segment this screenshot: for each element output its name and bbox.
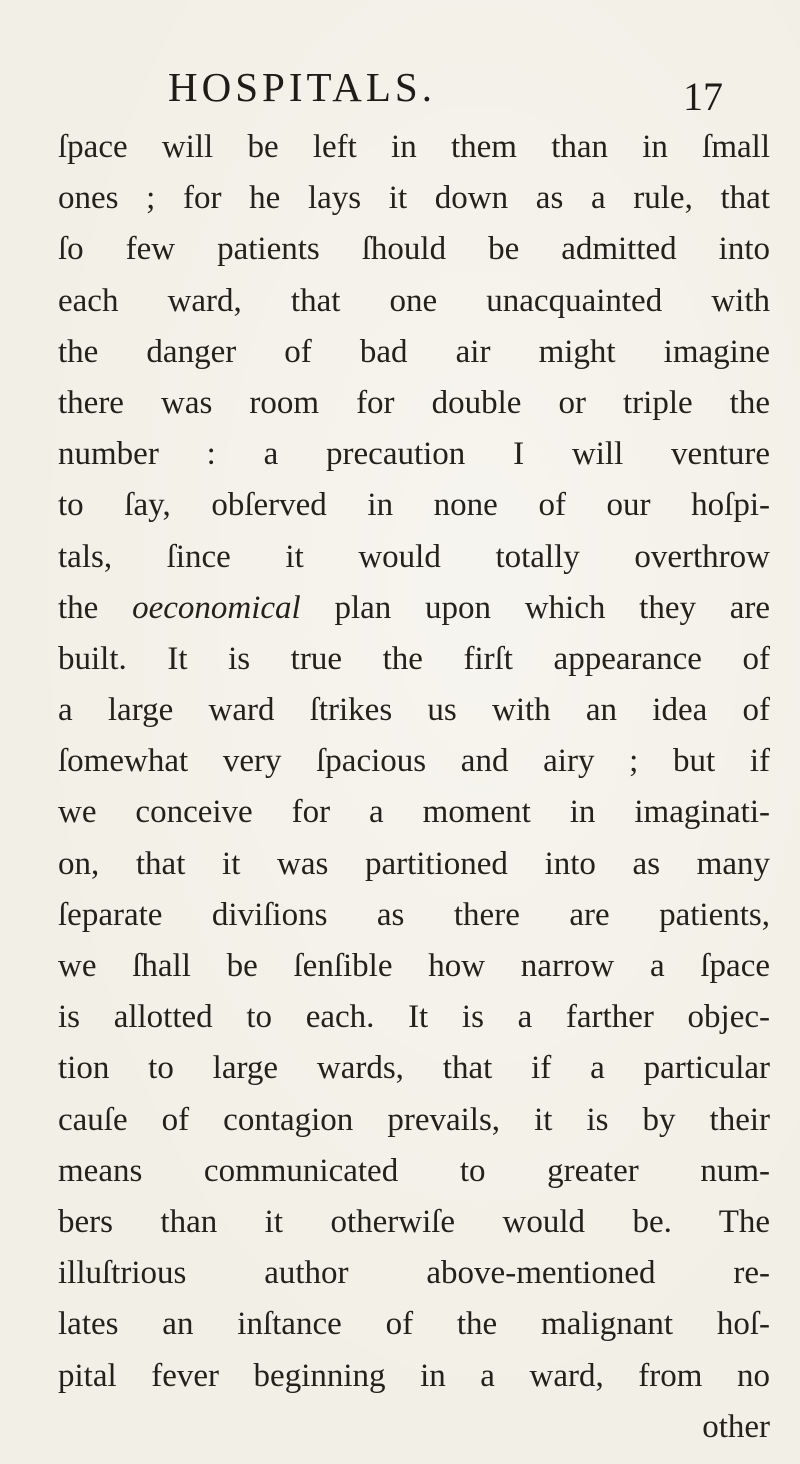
text-line: built. It is true the firſt appearance of	[58, 640, 770, 677]
text-line: ſeparate diviſions as there are patients,	[58, 896, 770, 933]
text-line: a large ward ſtrikes us with an idea of	[58, 692, 770, 729]
text-line: we ſhall be ſenſible how narrow a ſpace	[58, 948, 770, 984]
text-line: the danger of bad air might imagine	[58, 333, 770, 370]
text-line: ones ; for he lays it down as a rule, that	[58, 180, 770, 217]
text-line: each ward, that one unacquainted with	[58, 282, 770, 319]
text-line: pital fever beginning in a ward, from no	[58, 1357, 770, 1394]
text-line: tals, ſince it would totally overthrow	[58, 538, 770, 575]
text-line: ſpace will be left in them than in ſmall	[58, 129, 770, 165]
text-line: ſomewhat very ſpacious and airy ; but if	[58, 743, 770, 780]
running-head	[0, 62, 800, 119]
running-head-title: HOSPITALS.	[168, 64, 436, 110]
text-line: cauſe of contagion prevails, it is by their	[58, 1101, 770, 1138]
text-line: illuſtrious author above-mentioned re-	[58, 1255, 770, 1292]
text-segment: plan upon which they are	[300, 589, 770, 626]
text-line: there was room for double or triple the	[58, 384, 770, 421]
text-line: ſo few patients ſhould be admitted into	[58, 231, 770, 268]
text-line-with-italic	[58, 583, 770, 634]
text-line: on, that it was partitioned into as many	[58, 845, 770, 882]
text-line: tion to large wards, that if a particular	[58, 1050, 770, 1087]
body-text	[58, 122, 770, 1453]
page-number: 17	[683, 74, 723, 119]
text-line: lates an inſtance of the malignant hoſ-	[58, 1306, 770, 1343]
italic-word: oeconomical	[132, 589, 301, 626]
text-line: we conceive for a moment in imaginati-	[58, 794, 770, 831]
text-line: means communicated to greater num-	[58, 1152, 770, 1189]
catchword: other	[702, 1408, 770, 1445]
text-segment: the	[58, 589, 133, 626]
text-line: to ſay, obſerved in none of our hoſpi-	[58, 487, 770, 524]
text-line: bers than it otherwiſe would be. The	[58, 1203, 770, 1240]
text-line: number : a precaution I will venture	[58, 436, 770, 473]
text-line: is allotted to each. It is a farther objec-	[58, 999, 770, 1036]
